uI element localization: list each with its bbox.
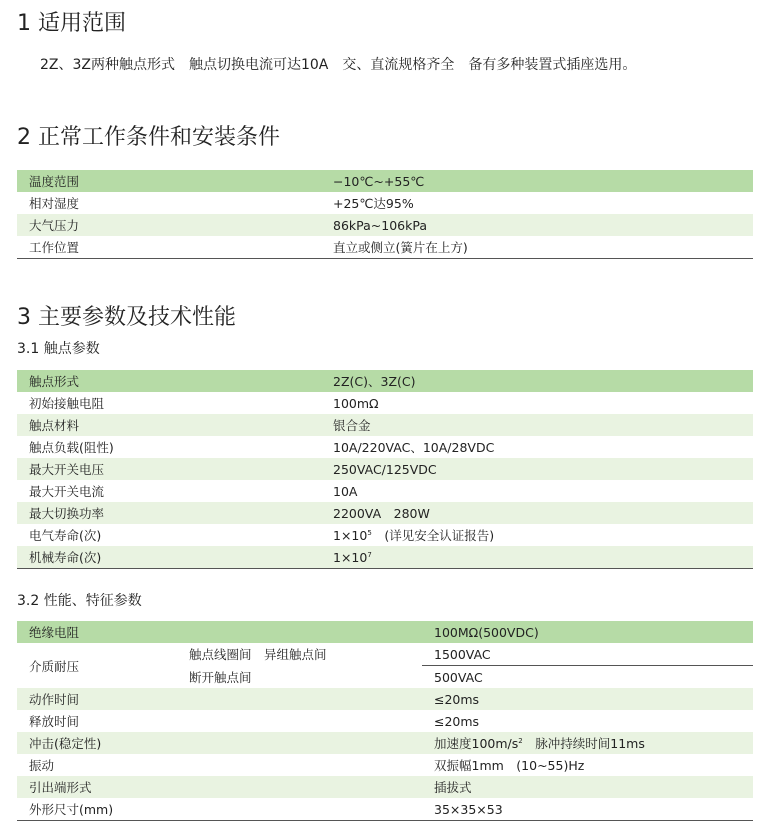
value-exponent: 7 — [367, 550, 372, 559]
row-label: 外形尺寸(mm) — [17, 798, 422, 821]
value-exponent: 5 — [367, 528, 372, 537]
row-label: 动作时间 — [17, 688, 422, 710]
table-row — [17, 546, 753, 569]
row-label: 最大切换功率 — [17, 502, 319, 524]
table-row — [17, 754, 753, 776]
value-note: (详见安全认证报告) — [371, 528, 495, 543]
row-value: ≤20ms — [434, 713, 480, 729]
row-value: −10℃~+55℃ — [319, 170, 753, 192]
row-label: 冲击(稳定性) — [17, 732, 422, 754]
row-label: 最大开关电压 — [17, 458, 319, 480]
table-row — [17, 480, 753, 502]
row-value: +25℃达95% — [333, 196, 414, 211]
table-row — [17, 643, 753, 666]
row-value: 10A/220VAC、10A/28VDC — [333, 440, 495, 455]
row-label: 触点形式 — [17, 370, 319, 392]
row-value: 86kPa~106kPa — [319, 214, 753, 236]
row-label: 引出端形式 — [17, 776, 422, 798]
row-value: 100mΩ — [333, 395, 379, 411]
section2-title: 2 正常工作条件和安装条件 — [17, 125, 280, 150]
row-value: 35×35×53 — [422, 798, 753, 821]
row-label: 机械寿命(次) — [17, 546, 319, 569]
row-label: 释放时间 — [29, 714, 80, 729]
row-sublabel: 断开触点间 — [189, 669, 252, 685]
value-base: 1×10 — [333, 549, 368, 565]
row-value — [319, 524, 753, 546]
row-value — [319, 546, 753, 569]
row-value: 双振幅1mm (10~55)Hz — [434, 758, 585, 773]
value-base: 1×10 — [333, 528, 368, 543]
row-value: 500VAC — [434, 669, 483, 685]
row-value — [422, 732, 753, 754]
subsection-3-2-title: 3.2 性能、特征参数 — [17, 593, 142, 609]
row-label: 电气寿命(次) — [29, 528, 102, 543]
section1-text: 2Z、3Z两种触点形式 触点切换电流可达10A 交、直流规格齐全 备有多种装置式插座选用。 — [40, 57, 637, 73]
section3-title: 3 主要参数及技术性能 — [17, 305, 236, 330]
table-row — [17, 688, 753, 710]
row-value: 2Z(C)、3Z(C) — [319, 370, 753, 392]
value-prefix: 加速度100m/s — [434, 736, 519, 751]
row-value: 250VAC/125VDC — [319, 458, 753, 480]
table-row — [17, 502, 753, 524]
row-label: 相对湿度 — [29, 196, 80, 211]
row-label: 初始接触电阻 — [29, 396, 105, 411]
table-row — [17, 370, 753, 392]
value-suffix: 脉冲持续时间11ms — [522, 736, 645, 751]
row-sublabel: 触点线圈间 异组触点间 — [189, 647, 327, 663]
contact-params-table — [17, 370, 753, 569]
table-row — [17, 798, 753, 821]
row-label: 工作位置 — [17, 236, 319, 259]
row-value: 1500VAC — [422, 643, 753, 666]
row-value: 银合金 — [319, 414, 753, 436]
row-label: 触点材料 — [17, 414, 319, 436]
table-row — [17, 621, 753, 643]
table-row — [17, 392, 753, 414]
table-row — [17, 524, 753, 546]
table-row — [17, 414, 753, 436]
row-label: 触点负载(阻性) — [29, 440, 114, 455]
table-row — [17, 214, 753, 236]
table-row — [17, 710, 753, 732]
subsection-3-1-title: 3.1 触点参数 — [17, 341, 100, 357]
row-label: 绝缘电阻 — [17, 621, 422, 643]
performance-table — [17, 621, 753, 821]
table-row — [17, 776, 753, 798]
table-row — [17, 170, 753, 192]
row-value: ≤20ms — [422, 688, 753, 710]
row-label: 介质耐压 — [29, 658, 80, 674]
conditions-table — [17, 170, 753, 259]
row-value: 直立或侧立(簧片在上方) — [319, 236, 753, 259]
row-label: 温度范围 — [17, 170, 319, 192]
value-exponent: 2 — [518, 736, 523, 745]
row-label: 大气压力 — [17, 214, 319, 236]
section1-title: 1 适用范围 — [17, 11, 126, 36]
row-label: 振动 — [29, 758, 55, 773]
table-row — [17, 192, 753, 214]
table-row — [17, 436, 753, 458]
row-value: 100MΩ(500VDC) — [422, 621, 753, 643]
table-row — [17, 732, 753, 754]
row-value: 10A — [333, 483, 358, 499]
row-label: 最大开关电流 — [29, 484, 105, 499]
row-value: 插拔式 — [422, 776, 753, 798]
table-row — [17, 236, 753, 259]
row-value: 2200VA 280W — [319, 502, 753, 524]
table-row — [17, 458, 753, 480]
